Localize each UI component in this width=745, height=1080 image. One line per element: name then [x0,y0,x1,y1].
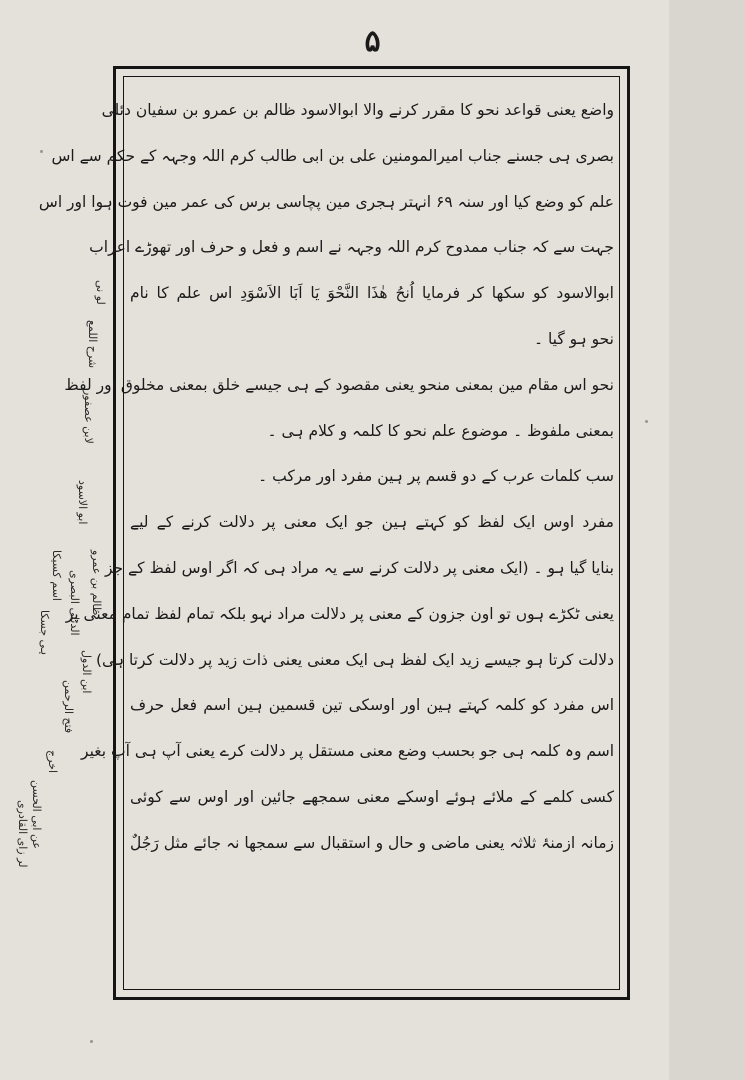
text-line: کسی کلمے کے ملائے ہوئے اوسکے معنی سمجھے جائین اور اوس سے کوئی [130,787,614,806]
margin-note: الدئلی البصری [68,570,81,636]
text-line: نحو ہو گیا ۔ [533,329,614,348]
text-line: بنایا گیا ہو ۔ (ایک معنی پر دلالت کرنے سے یہ مراد ہی کہ اگر اوس لفظ کے جز [105,558,614,577]
paper-speck [90,1040,93,1043]
text-line: نحو اس مقام مین بمعنی منحو یعنی مقصود کے ہی جیسے خلق بمعنی مخلوق اور لفظ [64,375,614,394]
margin-notes [4,280,110,940]
paper-speck [645,420,648,423]
text-line: ابوالاسود کو سکھا کر فرمایا اُنحُ ھٰذَا النَّحْوَ یَا اَبَا الاَسْوَدِ اس علم کا نام [130,284,614,303]
margin-note: ابو الاسود [76,480,89,525]
margin-note: لر زای القادری [16,800,29,868]
text-line: زمانہ ازمنۂ ثلاثہ یعنی ماضی و حال و استقبال سے سمجھا نہ جائے مثل رَجُلٌ [130,833,614,852]
margin-note: ظالم بن عمرو [90,550,103,616]
text-line: بمعنی ملفوظ ۔ موضوع علم نحو کا کلمہ و کلام ہی ۔ [267,421,614,440]
margin-note: فتح الرحمن [62,680,75,734]
margin-note: اخرج [46,750,59,774]
text-line: جہت سے کہ جناب ممدوح کرم اللہ وجہہ نے اسم و فعل و حرف اور تھوڑے اعراب [89,238,614,257]
paper-speck [40,150,43,153]
margin-note: اسم کسیکا [50,550,63,601]
text-line: سب کلمات عرب کے دو قسم پر ہین مفرد اور مرکب ۔ [258,467,614,486]
text-line: علم کو وضع کیا اور سنہ ۶۹ انہتر ہجری مین پچاسی برس کی عمر مین فوت ہوا اور اس [38,192,614,211]
margin-note: لو نی [94,280,107,305]
text-line: واضع یعنی قواعد نحو کا مقرر کرنے والا ابوالاسود ظالم بن عمرو بن سفیان دئلی [101,101,614,119]
page-number: ۵ [364,24,381,59]
text-line: مفرد اوس ایک لفظ کو کہتے ہین جو ایک معنی پر دلالت کرنے کے لیے [130,513,614,532]
margin-note: ہی جسکا [38,610,51,656]
margin-note: ابن الدول [80,650,93,694]
text-line: دلالت کرتا ہو جیسے زید ایک لفظ ہی ایک معنی یعنی ذات زید پر دلالت کرتا ہی) [95,650,614,669]
margin-note: عن ابی الحسن [30,780,43,849]
text-line: اس مفرد کو کلمہ کہتے ہین اور اوسکی تین قسمین ہین اسم فعل حرف [130,696,614,715]
text-line: یعنی ٹکڑے ہوں تو اون جزون کے معنی پر دلالت مراد نہو بلکہ تمام لفظ تمام معنی پر [65,604,614,623]
margin-note: شرح اللمع [86,320,99,369]
text-line: اسم وہ کلمہ ہی جو بحسب وضع معنی مستقل پر دلالت کرے یعنی آپ ہی آپ بغیر [81,742,614,761]
margin-note: لابن عصفور [82,390,95,444]
text-line: بصری ہی جسنے جناب امیرالمومنین علی بن ابی طالب کرم اللہ وجہہ کے حکم سے اس [51,146,614,165]
